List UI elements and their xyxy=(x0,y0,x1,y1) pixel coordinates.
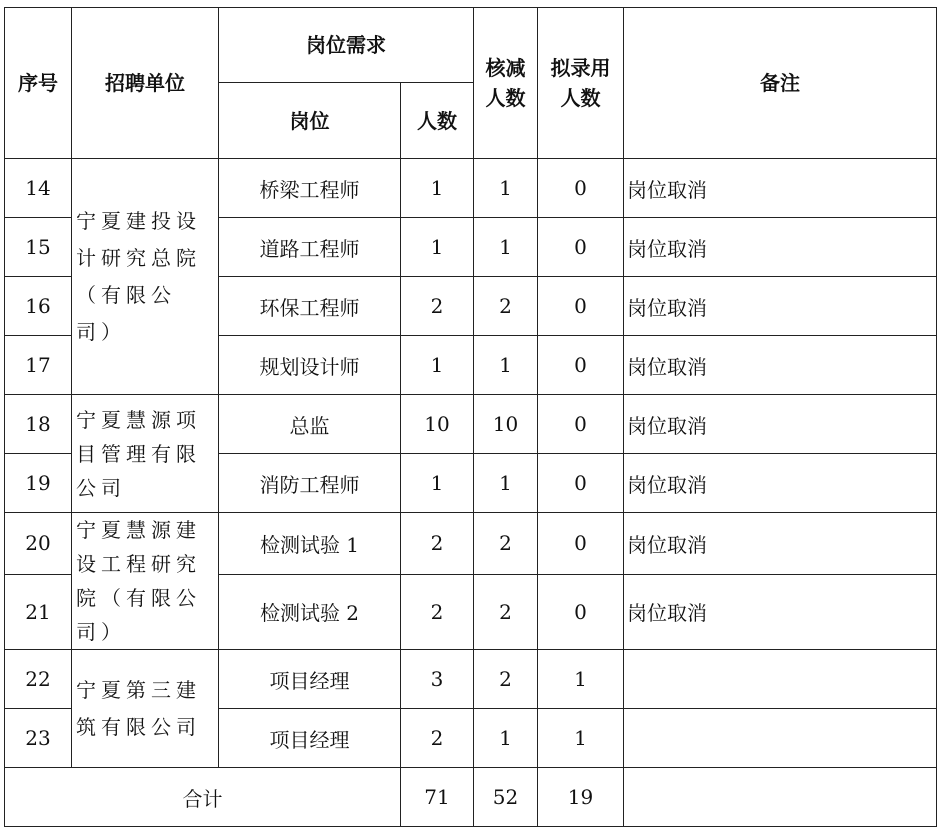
cell-count: 1 xyxy=(401,336,474,395)
cell-reduced: 1 xyxy=(474,336,538,395)
cell-remark xyxy=(624,650,937,709)
cell-position: 消防工程师 xyxy=(219,454,401,513)
table-row xyxy=(5,395,937,454)
table-row xyxy=(5,650,937,709)
cell-remark xyxy=(624,709,937,768)
cell-reduced: 1 xyxy=(474,454,538,513)
cell-hire: 0 xyxy=(538,277,624,336)
cell-remark: 岗位取消 xyxy=(624,277,937,336)
cell-position: 规划设计师 xyxy=(219,336,401,395)
cell-remark: 岗位取消 xyxy=(624,395,937,454)
cell-reduced: 2 xyxy=(474,513,538,575)
cell-seq: 14 xyxy=(5,159,72,218)
header-seq: 序号 xyxy=(5,8,72,159)
cell-seq: 19 xyxy=(5,454,72,513)
cell-position: 项目经理 xyxy=(219,650,401,709)
cell-seq: 20 xyxy=(5,513,72,575)
cell-hire: 1 xyxy=(538,650,624,709)
cell-seq: 18 xyxy=(5,395,72,454)
cell-position: 检测试验 1 xyxy=(219,513,401,575)
cell-seq: 21 xyxy=(5,574,72,649)
cell-position: 环保工程师 xyxy=(219,277,401,336)
total-reduced: 52 xyxy=(474,768,538,827)
header-row-1 xyxy=(5,8,937,83)
unit-cell: 宁夏慧源建设工程研究院（有限公司） xyxy=(72,513,219,650)
cell-reduced: 10 xyxy=(474,395,538,454)
total-count: 71 xyxy=(401,768,474,827)
cell-hire: 1 xyxy=(538,709,624,768)
header-count: 人数 xyxy=(401,83,474,159)
cell-position: 总监 xyxy=(219,395,401,454)
cell-count: 2 xyxy=(401,574,474,649)
cell-remark: 岗位取消 xyxy=(624,513,937,575)
unit-cell: 宁夏慧源项目管理有限公司 xyxy=(72,395,219,513)
header-reduced: 核减人数 xyxy=(474,8,538,159)
cell-position: 道路工程师 xyxy=(219,218,401,277)
cell-remark: 岗位取消 xyxy=(624,336,937,395)
cell-position: 项目经理 xyxy=(219,709,401,768)
cell-hire: 0 xyxy=(538,395,624,454)
cell-reduced: 2 xyxy=(474,574,538,649)
cell-seq: 23 xyxy=(5,709,72,768)
cell-seq: 15 xyxy=(5,218,72,277)
cell-remark: 岗位取消 xyxy=(624,454,937,513)
cell-remark: 岗位取消 xyxy=(624,574,937,649)
cell-count: 1 xyxy=(401,218,474,277)
cell-hire: 0 xyxy=(538,574,624,649)
cell-remark: 岗位取消 xyxy=(624,218,937,277)
cell-count: 1 xyxy=(401,159,474,218)
header-position: 岗位 xyxy=(219,83,401,159)
header-remark: 备注 xyxy=(624,8,937,159)
cell-count: 10 xyxy=(401,395,474,454)
cell-reduced: 1 xyxy=(474,709,538,768)
cell-hire: 0 xyxy=(538,218,624,277)
cell-reduced: 1 xyxy=(474,218,538,277)
cell-remark: 岗位取消 xyxy=(624,159,937,218)
cell-seq: 22 xyxy=(5,650,72,709)
total-row xyxy=(5,768,937,827)
total-remark xyxy=(624,768,937,827)
cell-hire: 0 xyxy=(538,513,624,575)
total-hire: 19 xyxy=(538,768,624,827)
cell-count: 1 xyxy=(401,454,474,513)
cell-count: 2 xyxy=(401,513,474,575)
cell-count: 2 xyxy=(401,709,474,768)
unit-cell: 宁夏建投设计研究总院（有限公司） xyxy=(72,159,219,395)
table-row xyxy=(5,513,937,575)
cell-seq: 16 xyxy=(5,277,72,336)
table-row xyxy=(5,159,937,218)
cell-position: 桥梁工程师 xyxy=(219,159,401,218)
header-unit: 招聘单位 xyxy=(72,8,219,159)
cell-seq: 17 xyxy=(5,336,72,395)
cell-reduced: 2 xyxy=(474,650,538,709)
header-hire: 拟录用人数 xyxy=(538,8,624,159)
recruitment-table xyxy=(4,7,937,827)
cell-reduced: 1 xyxy=(474,159,538,218)
cell-position: 检测试验 2 xyxy=(219,574,401,649)
cell-reduced: 2 xyxy=(474,277,538,336)
unit-cell: 宁夏第三建筑有限公司 xyxy=(72,650,219,768)
cell-hire: 0 xyxy=(538,336,624,395)
cell-count: 3 xyxy=(401,650,474,709)
cell-hire: 0 xyxy=(538,454,624,513)
total-label: 合计 xyxy=(5,768,401,827)
header-demand: 岗位需求 xyxy=(219,8,474,83)
cell-count: 2 xyxy=(401,277,474,336)
cell-hire: 0 xyxy=(538,159,624,218)
